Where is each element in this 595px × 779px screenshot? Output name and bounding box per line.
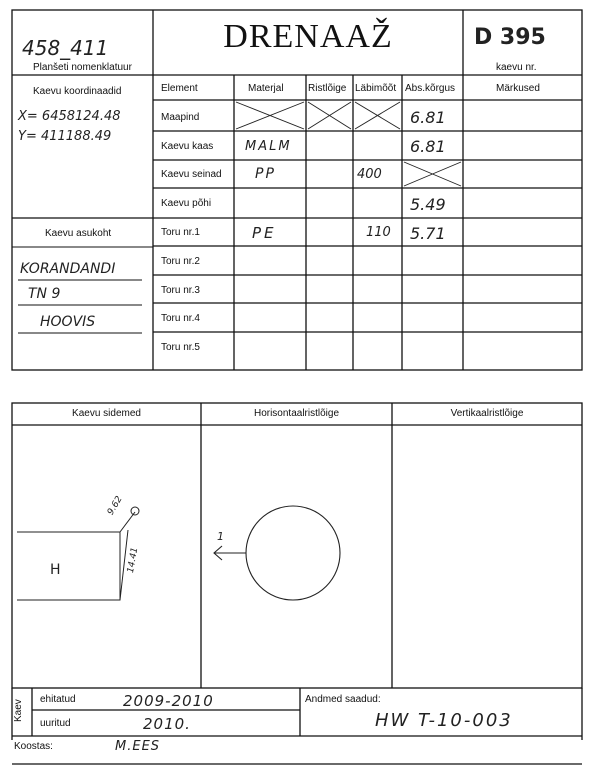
col-header-abs: Abs.kõrgus [405, 83, 456, 94]
col-header-markused: Märkused [496, 83, 540, 94]
renovated-label: uuritud [40, 718, 71, 729]
coordinate-x: X= 6458124.48 [18, 109, 121, 124]
sheet-label: Planšeti nomenklatuur [33, 62, 132, 73]
data-source-label: Andmed saadud: [305, 694, 381, 705]
renovated-value: 2010. [143, 715, 191, 733]
row-label: Toru nr.4 [161, 313, 200, 324]
well-circle [246, 506, 340, 600]
row-label: Toru nr.5 [161, 342, 200, 353]
col-header-ristloige: Ristlõige [308, 83, 347, 94]
well-number: D 395 [474, 25, 546, 50]
row-label: Toru nr.2 [161, 256, 200, 267]
location-line-2: TN 9 [28, 286, 61, 302]
cell-materjal-kaas: MALM [245, 139, 292, 154]
author-label: Koostas: [14, 741, 53, 752]
pipe-number: 1 [217, 530, 224, 543]
cell-materjal-toru1: PE [252, 224, 277, 242]
row-label: Kaevu põhi [161, 198, 212, 209]
footer-kaev-label: Kaev [13, 699, 24, 722]
data-source-value: HW T-10-003 [375, 710, 513, 731]
row-label: Kaevu seinad [161, 169, 222, 180]
col-header-element: Element [161, 83, 198, 94]
cell-labimoot-toru1: 110 [366, 225, 391, 240]
sketch-dimension-1: 9.62 [106, 494, 125, 517]
cell-abs-toru1: 5.71 [410, 224, 446, 243]
location-line-3: HOOVIS [40, 314, 96, 330]
cell-abs-pohi: 5.49 [410, 195, 446, 214]
sheet-number: 458_411 [22, 36, 109, 60]
cell-abs-maapind: 6.81 [410, 108, 446, 127]
sketch-lines [17, 507, 139, 600]
cell-abs-kaas: 6.81 [410, 137, 446, 156]
diagram-header-1: Kaevu sidemed [72, 408, 141, 419]
coordinates-label: Kaevu koordinaadid [33, 86, 122, 97]
sketch-dimension-2: 14.41 [126, 546, 141, 574]
built-value: 2009-2010 [123, 692, 214, 710]
row-label: Kaevu kaas [161, 141, 214, 152]
well-label: kaevu nr. [496, 62, 537, 73]
cell-materjal-seinad: PP [255, 166, 276, 182]
row-label: Toru nr.1 [161, 227, 200, 238]
diagram-header-3: Vertikaalristlõige [450, 408, 524, 419]
sketch-house-label: H [50, 562, 61, 578]
col-header-labimoot: Läbimõõt [355, 83, 397, 94]
location-label: Kaevu asukoht [45, 228, 112, 239]
row-label: Toru nr.3 [161, 285, 200, 296]
location-line-1: KORANDANDI [20, 261, 116, 277]
diagram-header-2: Horisontaalristlõige [253, 408, 340, 419]
built-label: ehitatud [40, 694, 76, 705]
page-title: DRENAAŽ [223, 18, 393, 55]
coordinate-y: Y= 411188.49 [18, 129, 112, 144]
cell-labimoot-seinad: 400 [357, 167, 382, 182]
col-header-materjal: Materjal [248, 83, 284, 94]
row-label: Maapind [161, 112, 200, 123]
author-value: M.EES [115, 739, 161, 754]
